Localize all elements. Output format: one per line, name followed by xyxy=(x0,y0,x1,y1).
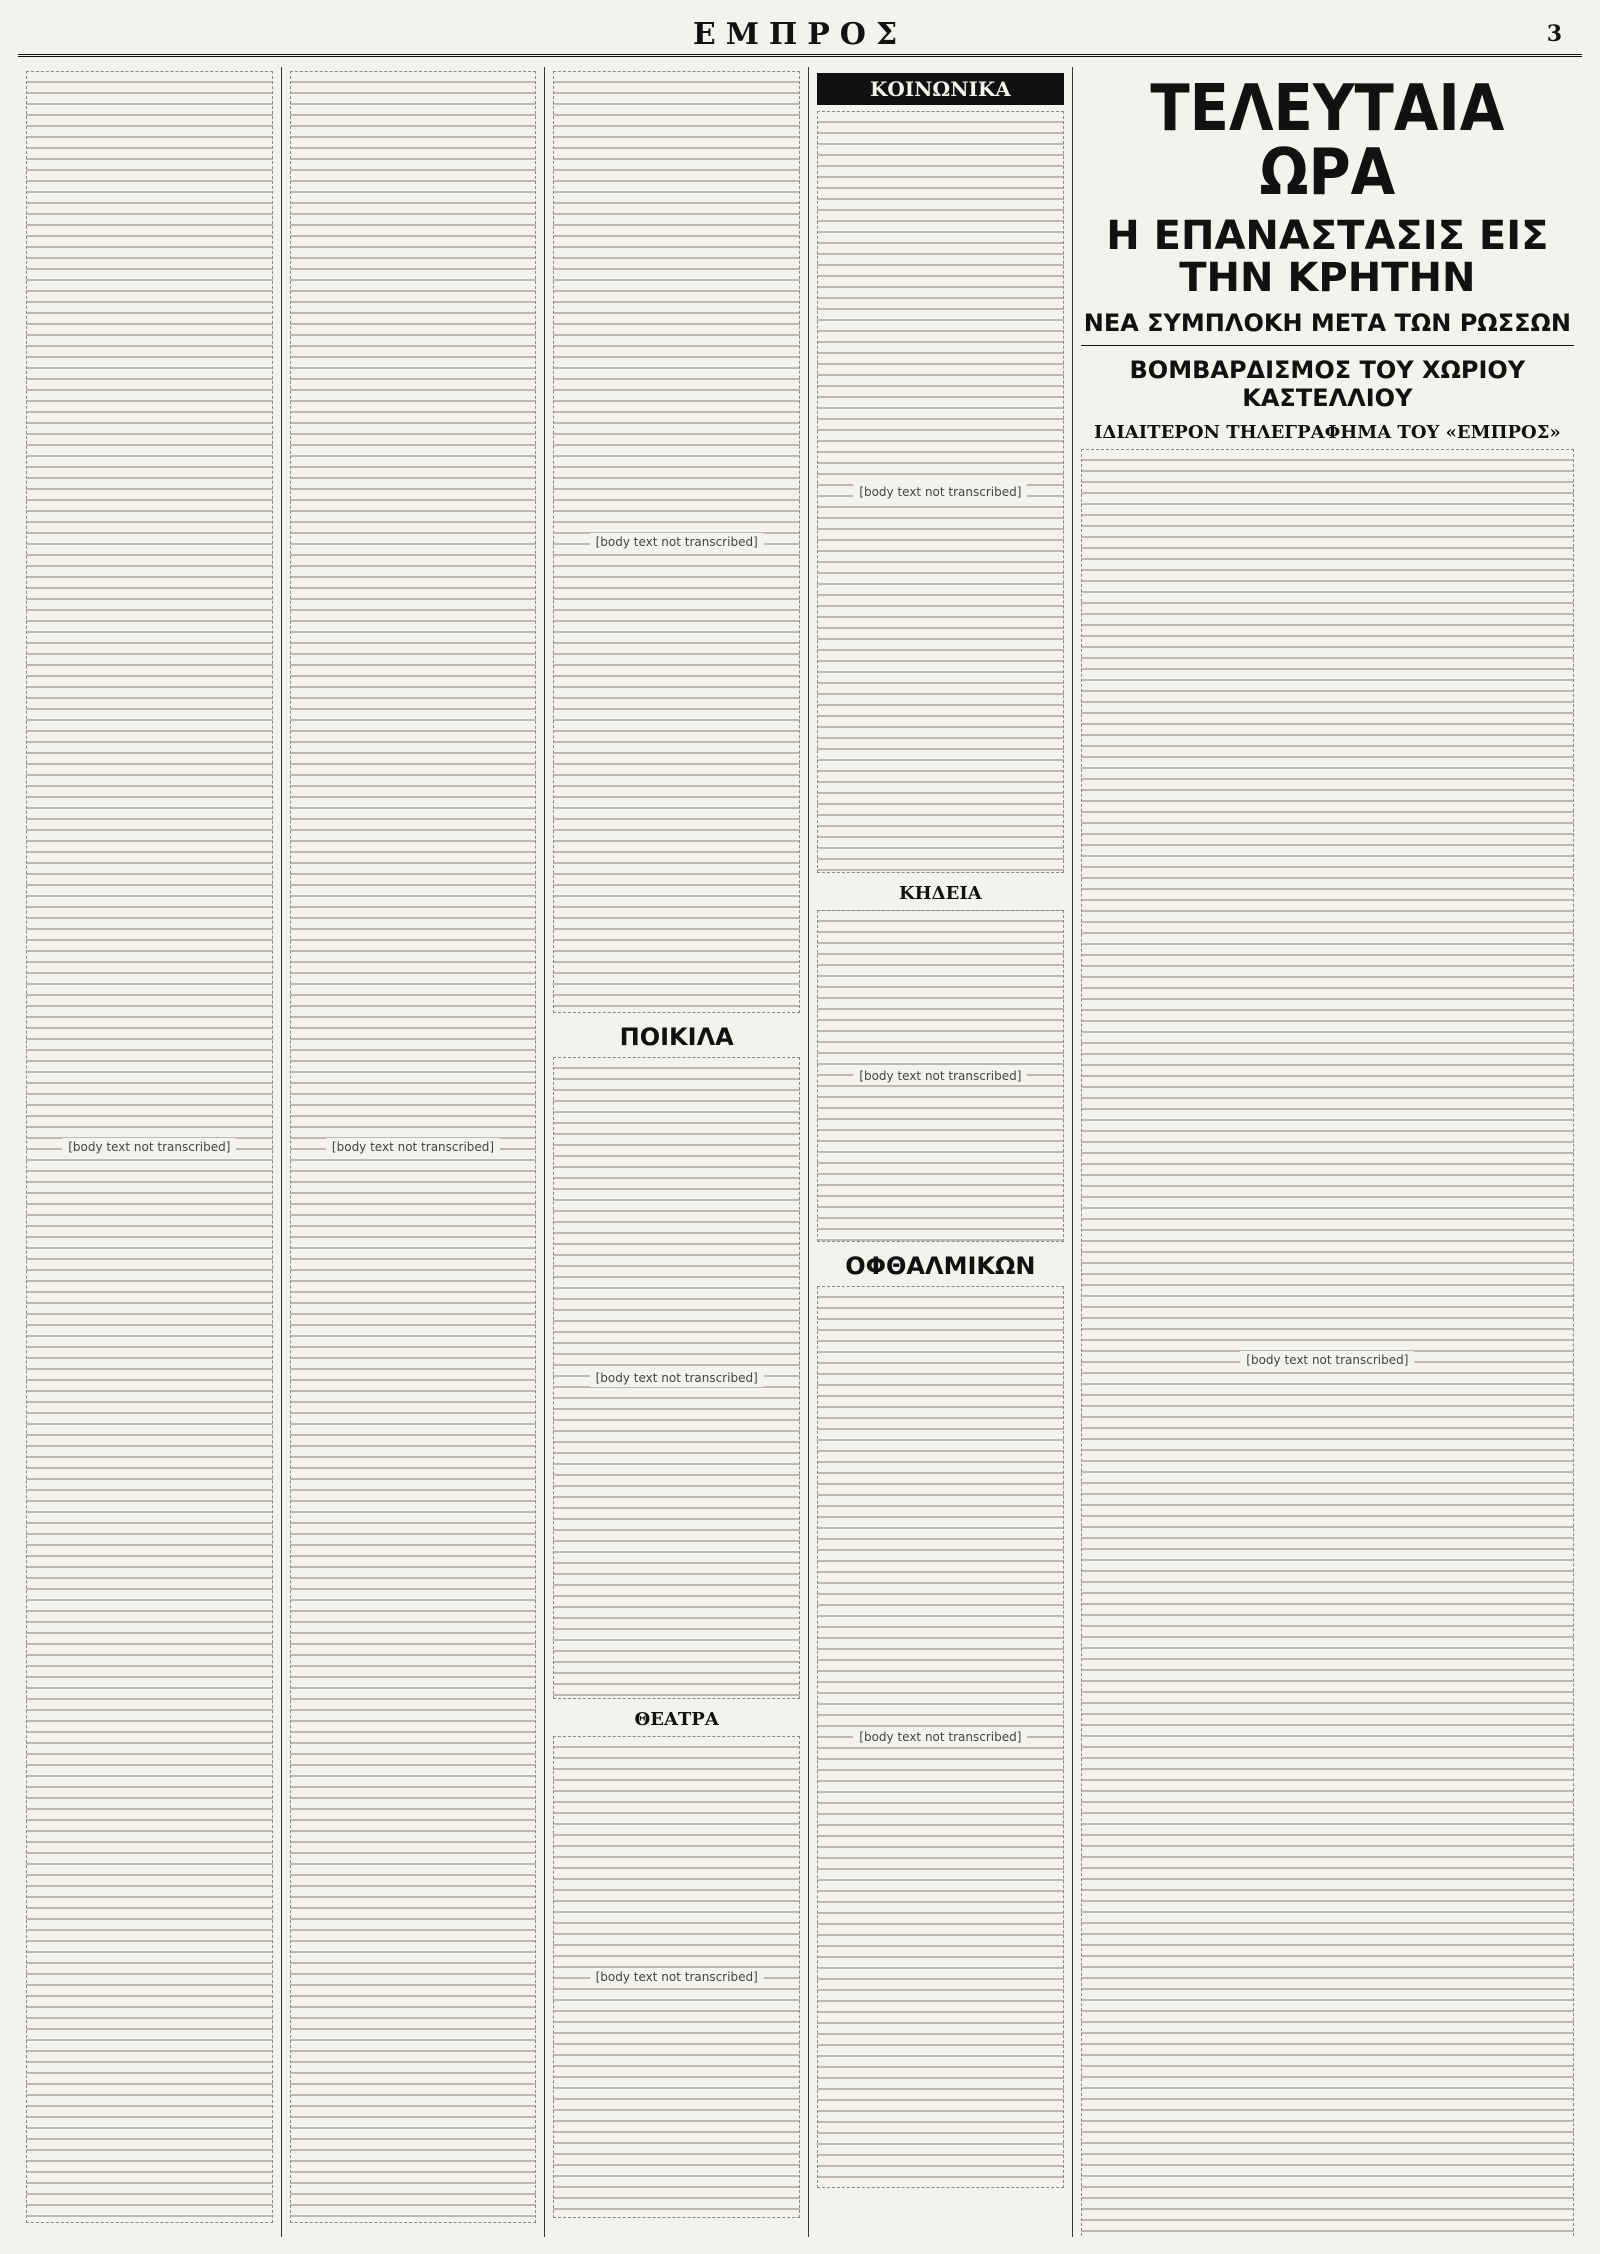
text-block: [body text not transcribed] xyxy=(1081,449,1574,2237)
text-block: [body text not transcribed] xyxy=(817,111,1064,873)
section-heading-ophthalmikon: ΟΦΘΑΛΜΙΚΩΝ xyxy=(845,1252,1036,1280)
column-3 xyxy=(545,67,809,2237)
text-block: [body text not transcribed] xyxy=(553,1057,800,1699)
column-1 xyxy=(18,67,282,2237)
masthead-title: ΕΜΠΡΟΣ xyxy=(692,16,908,52)
text-block: [body text not transcribed] xyxy=(817,910,1064,1242)
text-block: [body text not transcribed] xyxy=(817,1286,1064,2188)
text-block: [body text not transcribed] xyxy=(553,1736,800,2218)
column-5-6 xyxy=(1073,67,1582,2237)
headline-crete: Η ΕΠΑΝΑΣΤΑΣΙΣ ΕΙΣ ΤΗΝ ΚΡΗΤΗΝ xyxy=(1106,213,1549,301)
headline-telegram: ΙΔΙΑΙΤΕΡΟΝ ΤΗΛΕΓΡΑΦΗΜΑ ΤΟΥ «ΕΜΠΡΟΣ» xyxy=(1093,422,1561,443)
section-heading-theatra: ΘΕΑΤΡΑ xyxy=(634,1709,719,1730)
text-block: [body text not transcribed] xyxy=(290,71,537,2223)
section-heading-koinonika: ΚΟΙΝΩΝΙΚΑ xyxy=(817,73,1064,105)
text-block: [body text not transcribed] xyxy=(26,71,273,2223)
masthead xyxy=(18,14,1582,57)
columns xyxy=(18,67,1582,2237)
divider xyxy=(1081,345,1574,346)
section-heading-poikila: ΠΟΙΚΙΛΑ xyxy=(619,1023,734,1051)
column-4 xyxy=(809,67,1073,2237)
column-2 xyxy=(282,67,546,2237)
page-number: 3 xyxy=(1546,21,1562,47)
headline-main: ΤΕΛΕΥΤΑΙΑ ΩΡΑ xyxy=(1150,72,1505,210)
headline-bombardment: ΒΟΜΒΑΡΔΙΣΜΟΣ ΤΟΥ ΧΩΡΙΟΥ ΚΑΣΤΕΛΛΙΟΥ xyxy=(1129,356,1526,412)
headline-clash: ΝΕΑ ΣΥΜΠΛΟΚΗ ΜΕΤΑ ΤΩΝ ΡΩΣΣΩΝ xyxy=(1083,309,1571,337)
section-heading-kideia: ΚΗΔΕΙΑ xyxy=(898,883,982,904)
text-block: [body text not transcribed] xyxy=(553,71,800,1013)
